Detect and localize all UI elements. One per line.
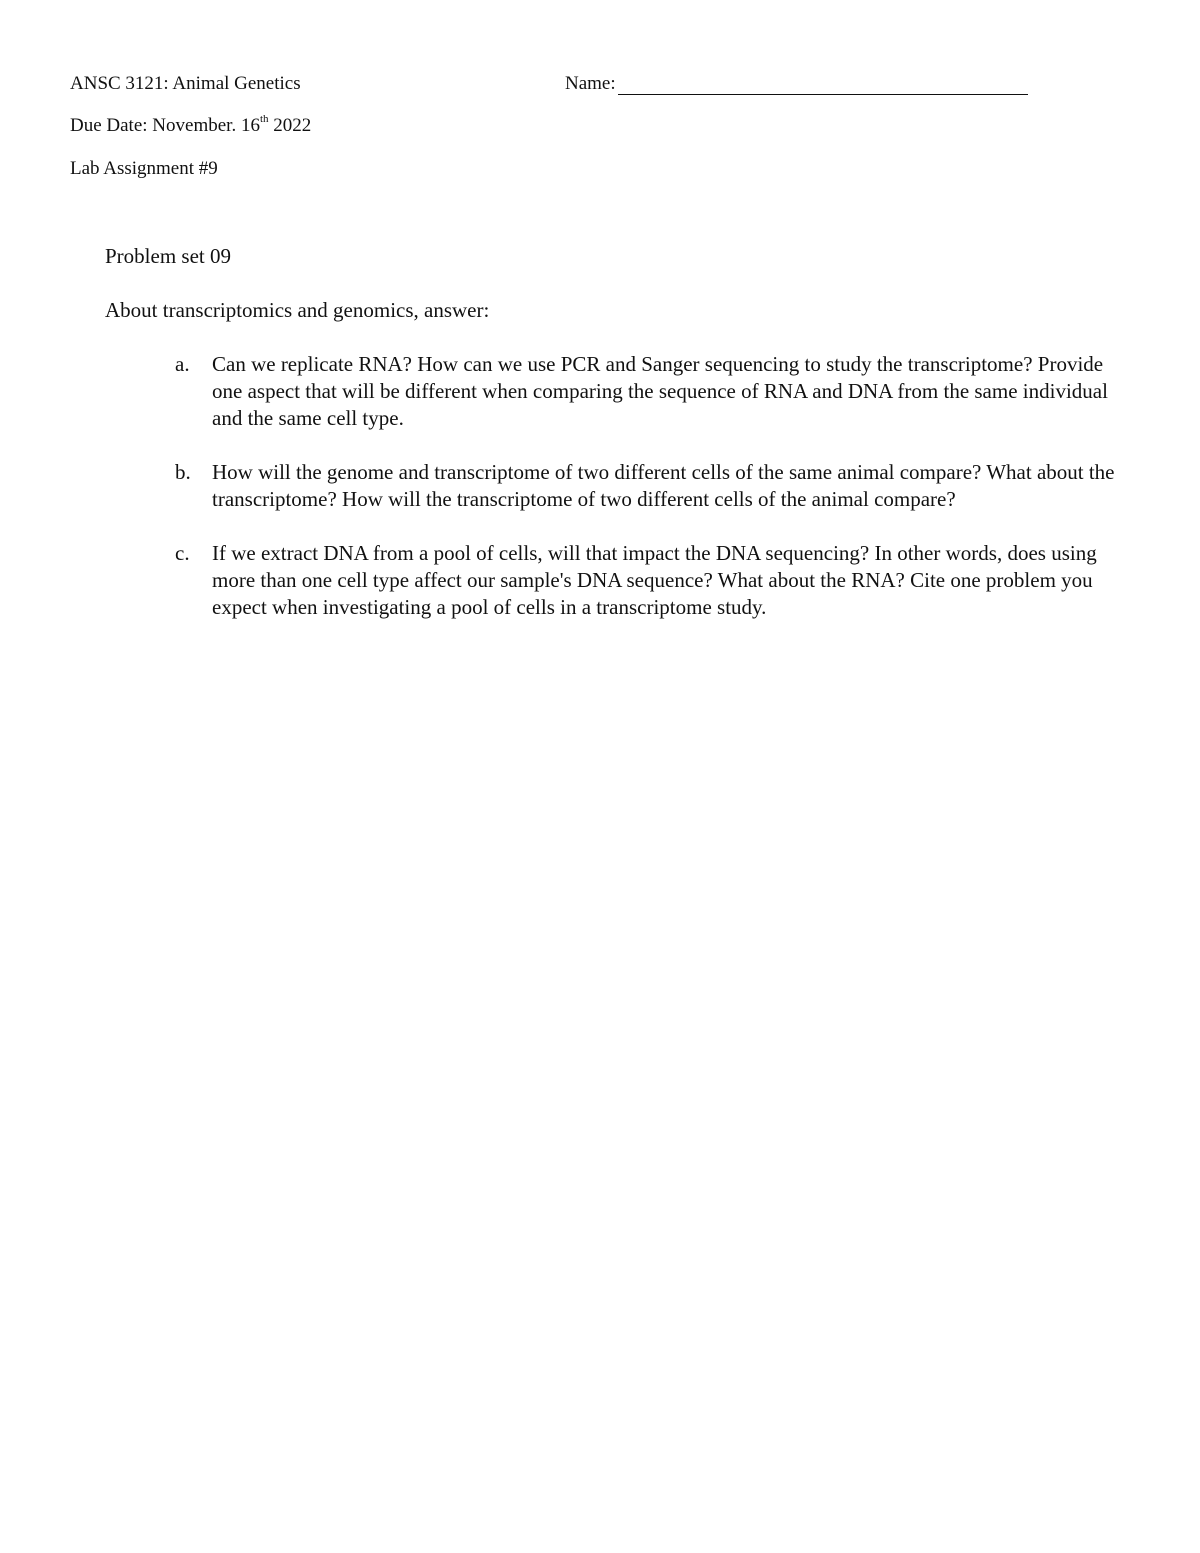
name-field[interactable]	[565, 73, 1028, 95]
question-marker: c.	[175, 541, 190, 565]
lab-assignment: Lab Assignment #9	[70, 158, 218, 179]
intro-text: About transcriptomics and genomics, answer:	[105, 298, 490, 322]
question-c	[175, 540, 1135, 621]
question-text: How will the genome and transcriptome of two different cells of the same animal compare? What about the transcriptome? How will the transcriptome of two different cells of the animal compare?	[212, 460, 1115, 511]
due-date-text: Due Date: November. 16	[70, 115, 260, 136]
question-marker: b.	[175, 460, 191, 484]
due-date-ordinal: th	[259, 113, 269, 125]
question-text: If we extract DNA from a pool of cells, will that impact the DNA sequencing? In other words, does using more than one cell type affect our sample's DNA sequence? What about the RNA? Cite one problem you expect when investigating a pool of cells in a transcriptome study.	[212, 541, 1097, 619]
question-text: Can we replicate RNA? How can we use PCR and Sanger sequencing to study the transcriptome? Provide one aspect that will be different when comparing the sequence of RNA and DNA from the same individual and the same cell type.	[212, 352, 1108, 430]
name-blank-line[interactable]	[618, 76, 1028, 95]
due-date	[70, 115, 311, 137]
course-title: ANSC 3121: Animal Genetics	[70, 73, 301, 94]
due-date-year: 2022	[268, 115, 312, 136]
question-a	[175, 351, 1135, 432]
question-b	[175, 459, 1135, 513]
question-list	[175, 351, 1135, 648]
problem-set-title: Problem set 09	[105, 244, 231, 268]
name-label: Name:	[565, 73, 616, 94]
question-marker: a.	[175, 352, 190, 376]
